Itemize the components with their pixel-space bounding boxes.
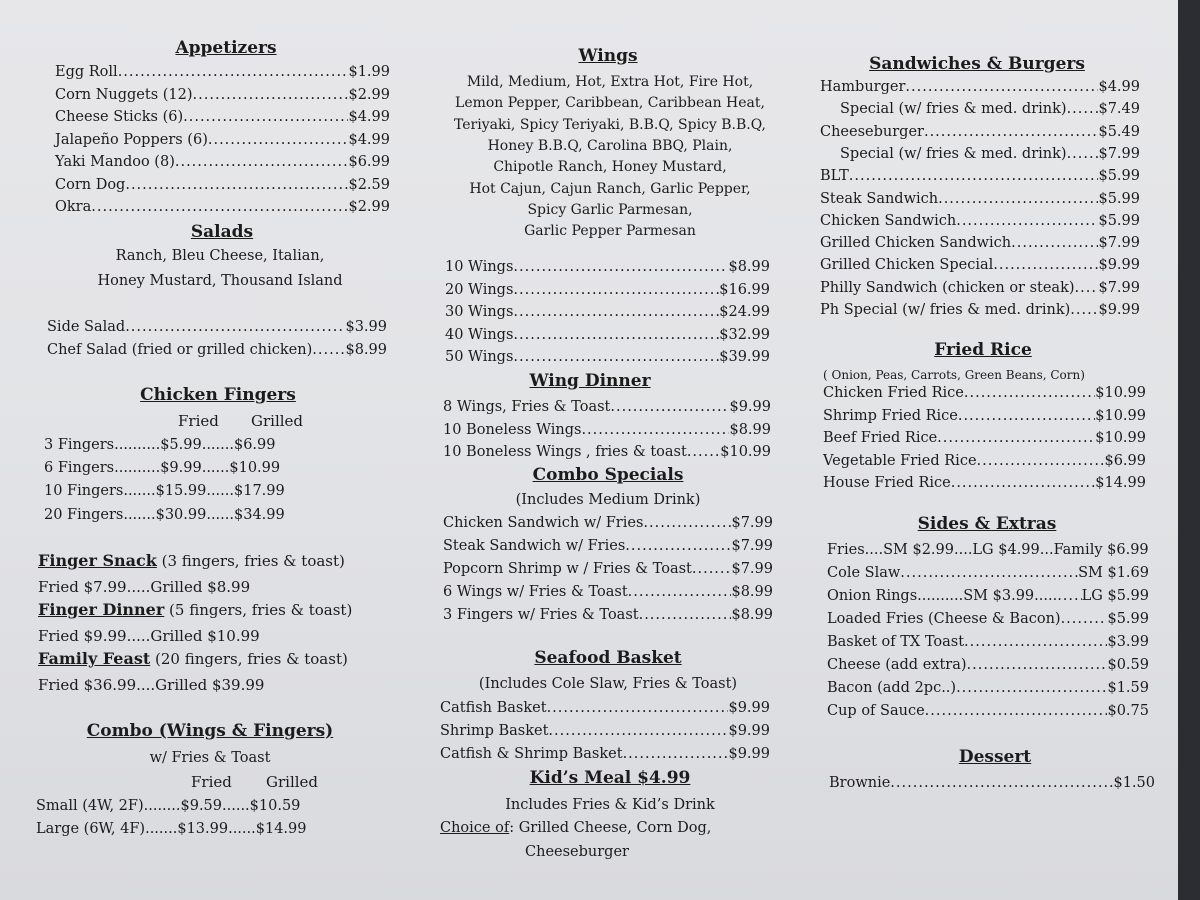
sandwich-item-name: Hamburger: [820, 79, 906, 95]
salad-item-price: $3.99: [345, 319, 387, 335]
salads-heading: Salads: [190, 222, 254, 242]
appetizer-item: [55, 131, 390, 149]
combo-specials-subtitle: (Includes Medium Drink): [515, 492, 701, 508]
dot-leader: [964, 384, 1095, 402]
appetizer-item: [55, 176, 390, 194]
dot-leader: [175, 153, 349, 171]
chicken-fingers-row: 10 Fingers.......$15.99......$17.99: [44, 483, 285, 499]
dot-leader: [547, 699, 729, 717]
combo-special-item-name: Steak Sandwich w/ Fries: [443, 538, 626, 554]
appetizer-item-price: $6.99: [348, 154, 390, 170]
fried-rice-heading: Fried Rice: [934, 340, 1032, 360]
side-item-name: Onion Rings..........SM $3.99.....: [827, 588, 1058, 604]
fried-column-label: Fried: [191, 773, 232, 791]
wings-item-name: 20 Wings: [445, 281, 514, 298]
family-feast-line: [38, 650, 348, 668]
wing-flavor-line: Chipotle Ranch, Honey Mustard,: [493, 159, 727, 176]
sandwich-item-price: $5.99: [1098, 190, 1140, 207]
wings-item-name: 50 Wings: [445, 349, 514, 365]
salad-dressings-line: Honey Mustard, Thousand Island: [97, 273, 343, 289]
combo-special-item-price: $7.99: [731, 561, 773, 577]
appetizer-item-price: $2.59: [348, 176, 390, 193]
fried-rice-item: [823, 407, 1146, 425]
fried-rice-item: [823, 452, 1146, 470]
dot-leader: [977, 452, 1105, 470]
fried-rice-item-name: Beef Fried Rice: [823, 430, 938, 446]
finger-snack-line: [38, 552, 345, 570]
fried-rice-item-name: Shrimp Fried Rice: [823, 407, 958, 424]
dot-leader: [993, 256, 1098, 274]
appetizer-item-price: $2.99: [348, 86, 390, 103]
sandwich-item: [820, 167, 1140, 185]
dot-leader: [849, 167, 1099, 185]
sandwich-item: [820, 301, 1140, 319]
chicken-fingers-row: 3 Fingers..........$5.99.......$6.99: [44, 437, 276, 453]
side-item: [827, 633, 1149, 651]
finger-dinner-prices: Fried $9.99.....Grilled $10.99: [38, 627, 260, 645]
chicken-fingers-heading: Chicken Fingers: [140, 385, 296, 405]
finger-dinner-desc: (5 fingers, fries & toast): [164, 601, 353, 619]
family-feast-heading: Family Feast: [38, 649, 151, 668]
kids-meal-choice-label: Choice of: [440, 820, 510, 836]
wings-heading: Wings: [578, 46, 638, 66]
salad-item-price: $8.99: [345, 341, 387, 358]
sandwich-item: [820, 234, 1140, 252]
sandwiches-heading: Sandwiches & Burgers: [869, 54, 1085, 74]
side-item-price: $0.75: [1107, 703, 1149, 719]
combo-special-item: [443, 537, 773, 555]
side-item: [827, 564, 1149, 582]
sandwich-item-name: Steak Sandwich: [820, 190, 939, 207]
wing-dinner-item: [443, 398, 771, 416]
dot-leader: [956, 212, 1098, 230]
combo-special-item: [443, 514, 773, 532]
wings-item-name: 30 Wings: [445, 304, 514, 320]
dot-leader: [193, 86, 349, 104]
combo-heading: Combo (Wings & Fingers): [86, 721, 334, 741]
wings-item-name: 10 Wings: [445, 259, 514, 275]
side-item-name: Cheese (add extra): [827, 657, 967, 673]
dessert-heading: Dessert: [958, 747, 1032, 767]
dot-leader: [951, 474, 1096, 492]
finger-snack-prices: Fried $7.99.....Grilled $8.99: [38, 578, 251, 596]
combo-special-item-name: 6 Wings w/ Fries & Toast: [443, 584, 628, 600]
combo-special-item-name: 3 Fingers w/ Fries & Toast: [443, 607, 639, 623]
dot-leader: [91, 198, 348, 216]
fried-rice-item: [823, 474, 1146, 492]
dot-leader: [513, 326, 719, 344]
side-item-name: Bacon (add 2pc..): [827, 680, 957, 696]
side-item: [827, 679, 1149, 697]
appetizer-item-name: Jalapeño Poppers (6): [55, 131, 208, 148]
wing-dinner-item-price: $8.99: [729, 421, 771, 438]
fried-rice-item-name: Vegetable Fried Rice: [823, 452, 977, 469]
appetizer-item-name: Yaki Mandoo (8): [55, 154, 175, 170]
seafood-item-price: $9.99: [728, 746, 770, 762]
dot-leader: [937, 429, 1095, 447]
dot-leader: [183, 108, 348, 126]
combo-row: Large (6W, 4F).......$13.99......$14.99: [36, 821, 307, 837]
wing-flavor-line: Lemon Pepper, Caribbean, Caribbean Heat,: [455, 95, 765, 112]
appetizer-item-price: $4.99: [348, 109, 390, 125]
kids-meal-choice-extra: Cheeseburger: [525, 844, 629, 860]
side-item: [827, 587, 1149, 605]
wings-item-price: $39.99: [719, 349, 770, 365]
sandwich-item: [840, 100, 1140, 118]
wing-flavor-line: Honey B.B.Q, Carolina BBQ, Plain,: [487, 137, 733, 154]
family-feast-desc: (20 fingers, fries & toast): [150, 650, 348, 668]
dot-leader: [890, 774, 1113, 792]
sandwich-item-price: $7.99: [1098, 279, 1140, 296]
combo-special-item: [443, 583, 773, 601]
wing-flavor-line: Teriyaki, Spicy Teriyaki, B.B.Q, Spicy B.B.Q,: [454, 116, 766, 133]
kids-meal-choice-items: : Grilled Cheese, Corn Dog,: [509, 820, 712, 836]
dot-leader: [639, 606, 732, 624]
appetizer-item-name: Egg Roll: [55, 64, 118, 80]
seafood-item-name: Catfish Basket: [440, 700, 547, 716]
background-edge: [1178, 0, 1200, 900]
appetizer-item: [55, 108, 390, 126]
dot-leader: [958, 407, 1095, 425]
dot-leader: [513, 348, 719, 366]
sandwich-item-price: $7.99: [1098, 235, 1140, 252]
dot-leader: [312, 341, 345, 359]
dot-leader: [1067, 100, 1099, 118]
dessert-item: [829, 774, 1155, 792]
dot-leader: [905, 78, 1098, 96]
fried-rice-item-price: $10.99: [1095, 407, 1146, 424]
dot-leader: [118, 63, 349, 81]
finger-snack-desc: (3 fingers, fries & toast): [156, 552, 345, 570]
dot-leader: [628, 583, 732, 601]
fries-line: Fries....SM $2.99....LG $4.99...Family $6.99: [827, 542, 1149, 558]
dot-leader: [643, 514, 731, 532]
dot-leader: [125, 176, 348, 194]
finger-snack-heading: Finger Snack: [38, 551, 157, 570]
sandwich-item: [820, 123, 1140, 141]
dot-leader: [623, 745, 729, 763]
grilled-column-label: Grilled: [251, 412, 304, 430]
side-item-name: Loaded Fries (Cheese & Bacon): [827, 611, 1061, 627]
fried-rice-item: [823, 384, 1146, 402]
dot-leader: [513, 281, 719, 299]
seafood-item-price: $9.99: [728, 700, 770, 716]
side-item: [827, 702, 1149, 720]
dot-leader: [1061, 610, 1108, 628]
sandwich-item-name: Special (w/ fries & med. drink): [840, 101, 1067, 118]
dot-leader: [924, 123, 1099, 141]
dot-leader: [1057, 587, 1081, 605]
seafood-item: [440, 699, 770, 717]
dot-leader: [125, 318, 345, 336]
sandwich-item-price: $4.99: [1098, 79, 1140, 95]
finger-dinner-line: [38, 601, 352, 619]
dot-leader: [581, 421, 729, 439]
wing-dinner-item: [443, 421, 771, 439]
sandwich-item: [820, 212, 1140, 230]
sandwich-item-name: Chicken Sandwich: [820, 212, 957, 229]
dot-leader: [1011, 234, 1098, 252]
dessert-item-price: $1.50: [1113, 775, 1155, 791]
salad-item-name: Chef Salad (fried or grilled chicken): [47, 341, 313, 358]
sandwich-item-name: Grilled Chicken Sandwich: [820, 235, 1012, 252]
dot-leader: [964, 633, 1107, 651]
dot-leader: [1070, 301, 1098, 319]
dot-leader: [925, 702, 1108, 720]
fried-rice-item: [823, 429, 1146, 447]
dessert-item-name: Brownie: [829, 775, 891, 791]
combo-special-item-price: $7.99: [731, 515, 773, 531]
combo-special-item-name: Popcorn Shrimp w / Fries & Toast: [443, 561, 692, 577]
wing-dinner-item-price: $9.99: [729, 399, 771, 415]
appetizer-item-name: Corn Dog: [55, 176, 126, 193]
sandwich-item-price: $5.99: [1098, 168, 1140, 185]
finger-dinner-heading: Finger Dinner: [38, 600, 165, 619]
combo-special-item-price: $8.99: [731, 584, 773, 600]
seafood-item: [440, 745, 770, 763]
dot-leader: [687, 443, 720, 461]
sandwich-item-name: Philly Sandwich (chicken or steak): [820, 279, 1075, 296]
wings-item: [445, 303, 770, 321]
sandwich-item-price: $7.49: [1098, 101, 1140, 118]
kids-meal-choice: [440, 819, 711, 837]
appetizers-heading: Appetizers: [175, 38, 277, 58]
sandwich-item: [820, 256, 1140, 274]
fried-rice-item-price: $10.99: [1095, 385, 1146, 401]
wing-dinner-item-name: 10 Boneless Wings , fries & toast: [443, 444, 687, 460]
side-item-name: Basket of TX Toast: [827, 634, 965, 650]
wings-item: [445, 281, 770, 299]
combo-specials-heading: Combo Specials: [532, 465, 684, 485]
chicken-fingers-row: 6 Fingers..........$9.99......$10.99: [44, 460, 281, 476]
wings-item-price: $24.99: [719, 304, 770, 320]
grilled-column-label: Grilled: [266, 773, 319, 791]
dot-leader: [625, 537, 731, 555]
wing-dinner-item-name: 10 Boneless Wings: [443, 421, 582, 438]
appetizer-item: [55, 198, 390, 216]
dot-leader: [1067, 145, 1099, 163]
side-item: [827, 656, 1149, 674]
sandwich-item-price: $9.99: [1098, 257, 1140, 274]
wing-dinner-item-name: 8 Wings, Fries & Toast: [443, 399, 611, 415]
salad-item: [47, 318, 387, 336]
seafood-item: [440, 722, 770, 740]
side-item-price: $5.99: [1107, 611, 1149, 627]
dot-leader: [1075, 279, 1099, 297]
chicken-fingers-row: 20 Fingers.......$30.99......$34.99: [44, 507, 285, 523]
wing-flavor-line: Mild, Medium, Hot, Extra Hot, Fire Hot,: [466, 74, 754, 90]
salad-item: [47, 341, 387, 359]
wings-item: [445, 348, 770, 366]
wings-item: [445, 326, 770, 344]
wings-item-name: 40 Wings: [445, 326, 514, 343]
appetizer-item: [55, 63, 390, 81]
sandwich-item-name: Special (w/ fries & med. drink): [840, 145, 1067, 162]
combo-row: Small (4W, 2F)........$9.59......$10.59: [36, 798, 301, 814]
side-item-price: $0.59: [1107, 657, 1149, 673]
fried-rice-item-price: $6.99: [1104, 452, 1146, 469]
sandwich-item-price: $7.99: [1098, 145, 1140, 162]
combo-special-item: [443, 560, 773, 578]
fried-rice-item-name: Chicken Fried Rice: [823, 385, 964, 401]
side-item-price: LG $5.99: [1081, 588, 1149, 604]
wing-flavor-line: Hot Cajun, Cajun Ranch, Garlic Pepper,: [469, 180, 751, 197]
seafood-item-price: $9.99: [728, 723, 770, 739]
dot-leader: [967, 656, 1108, 674]
fried-rice-subtitle: ( Onion, Peas, Carrots, Green Beans, Corn): [823, 368, 1085, 382]
wings-item: [445, 258, 770, 276]
wing-flavor-line: Spicy Garlic Parmesan,: [527, 201, 693, 218]
dot-leader: [610, 398, 729, 416]
seafood-item-name: Catfish & Shrimp Basket: [440, 746, 623, 762]
sandwich-item-name: BLT: [820, 168, 849, 185]
dot-leader: [208, 131, 349, 149]
combo-subtitle: w/ Fries & Toast: [149, 750, 271, 766]
side-item-price: $3.99: [1107, 634, 1149, 650]
dot-leader: [900, 564, 1078, 582]
appetizer-item-name: Corn Nuggets (12): [55, 86, 193, 103]
seafood-item-name: Shrimp Basket: [440, 723, 549, 739]
appetizer-item-name: Okra: [55, 199, 92, 215]
kids-meal-heading: Kid’s Meal $4.99: [529, 768, 691, 788]
sandwich-item: [840, 145, 1140, 163]
sandwich-item-name: Grilled Chicken Special: [820, 257, 994, 274]
sandwich-item: [820, 78, 1140, 96]
side-item-price: $1.59: [1107, 680, 1149, 696]
wing-dinner-heading: Wing Dinner: [529, 371, 651, 391]
appetizer-item-price: $2.99: [348, 199, 390, 215]
sides-heading: Sides & Extras: [917, 514, 1057, 534]
sandwich-item: [820, 279, 1140, 297]
sandwich-item-price: $9.99: [1098, 302, 1140, 318]
dot-leader: [692, 560, 732, 578]
side-item-name: Cole Slaw: [827, 565, 901, 581]
combo-special-item-price: $8.99: [731, 607, 773, 623]
family-feast-prices: Fried $36.99....Grilled $39.99: [38, 676, 265, 694]
wing-dinner-item: [443, 443, 771, 461]
combo-special-item-price: $7.99: [731, 538, 773, 554]
dot-leader: [956, 679, 1107, 697]
sandwich-item-name: Ph Special (w/ fries & med. drink): [820, 302, 1071, 318]
appetizer-item: [55, 153, 390, 171]
appetizer-item: [55, 86, 390, 104]
appetizer-item-price: $4.99: [348, 131, 390, 148]
dot-leader: [513, 303, 719, 321]
combo-special-item-name: Chicken Sandwich w/ Fries: [443, 515, 644, 531]
sandwich-item-name: Cheeseburger: [820, 123, 924, 140]
sandwich-item-price: $5.49: [1098, 123, 1140, 140]
side-item: [827, 610, 1149, 628]
dot-leader: [548, 722, 728, 740]
dot-leader: [513, 258, 728, 276]
fried-rice-item-price: $14.99: [1095, 475, 1146, 491]
sandwich-item-price: $5.99: [1098, 212, 1140, 229]
side-item-name: Cup of Sauce: [827, 703, 925, 719]
combo-special-item: [443, 606, 773, 624]
salad-item-name: Side Salad: [47, 319, 126, 335]
salad-dressings-line: Ranch, Bleu Cheese, Italian,: [115, 248, 325, 264]
wings-item-price: $16.99: [719, 281, 770, 298]
kids-meal-includes: Includes Fries & Kid’s Drink: [505, 797, 715, 813]
seafood-heading: Seafood Basket: [534, 648, 682, 668]
fried-column-label: Fried: [178, 412, 219, 430]
seafood-subtitle: (Includes Cole Slaw, Fries & Toast): [478, 676, 738, 692]
appetizer-item-price: $1.99: [348, 64, 390, 80]
fried-rice-item-price: $10.99: [1095, 430, 1146, 446]
sandwich-item: [820, 190, 1140, 208]
appetizer-item-name: Cheese Sticks (6): [55, 109, 184, 125]
wing-flavor-line: Garlic Pepper Parmesan: [524, 223, 696, 240]
fried-rice-item-name: House Fried Rice: [823, 475, 951, 491]
dot-leader: [938, 190, 1098, 208]
wings-item-price: $8.99: [728, 259, 770, 275]
wings-item-price: $32.99: [719, 326, 770, 343]
wing-dinner-item-price: $10.99: [720, 444, 771, 460]
side-item-price: SM $1.69: [1078, 565, 1149, 581]
